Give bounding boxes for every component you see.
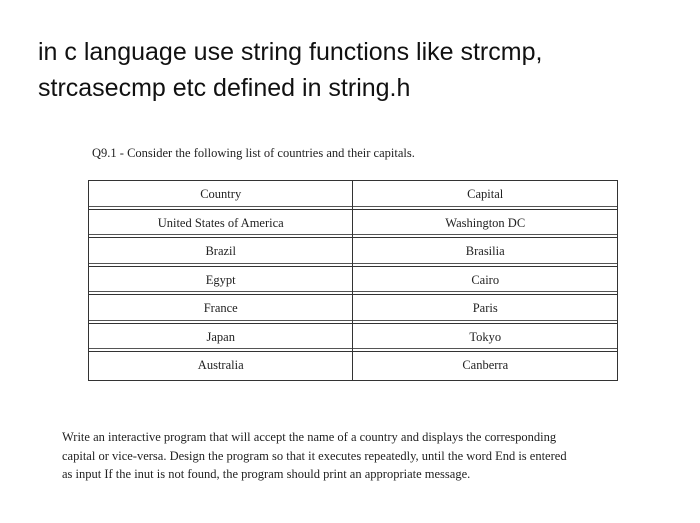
table-row	[89, 323, 618, 352]
task-description	[62, 428, 642, 484]
capital-cell: Brasilia	[353, 238, 618, 267]
heading-line-2: strcasecmp etc defined in string.h	[38, 74, 411, 102]
column-header-capital: Capital	[353, 181, 618, 210]
table-row	[89, 266, 618, 295]
task-line-1: Write an interactive program that will accept the name of a country and displays the corresponding	[62, 430, 557, 444]
table-header-row	[89, 181, 618, 210]
column-header-country: Country	[89, 181, 353, 210]
country-cell: France	[89, 295, 353, 324]
table-row	[89, 295, 618, 324]
country-cell: Egypt	[89, 266, 353, 295]
table-row	[89, 238, 618, 267]
table-row	[89, 352, 618, 381]
heading-line-1: in c language use string functions like strcmp,	[38, 38, 543, 66]
capital-cell: Tokyo	[353, 323, 618, 352]
country-cell: United States of America	[89, 209, 353, 238]
capital-cell: Canberra	[353, 352, 618, 381]
capital-cell: Paris	[353, 295, 618, 324]
task-line-3: as input If the inut is not found, the program should print an appropriate message.	[62, 467, 471, 481]
task-line-2: capital or vice-versa. Design the program so that it executes repeatedly, until the word End is entered	[62, 448, 567, 463]
countries-table	[88, 180, 618, 381]
country-cell: Brazil	[89, 238, 353, 267]
country-cell: Australia	[89, 352, 353, 381]
table-row	[89, 209, 618, 238]
country-cell: Japan	[89, 323, 353, 352]
capital-cell: Cairo	[353, 266, 618, 295]
capital-cell: Washington DC	[353, 209, 618, 238]
question-intro: Q9.1 - Consider the following list of countries and their capitals.	[92, 146, 415, 160]
question-heading	[38, 34, 678, 106]
